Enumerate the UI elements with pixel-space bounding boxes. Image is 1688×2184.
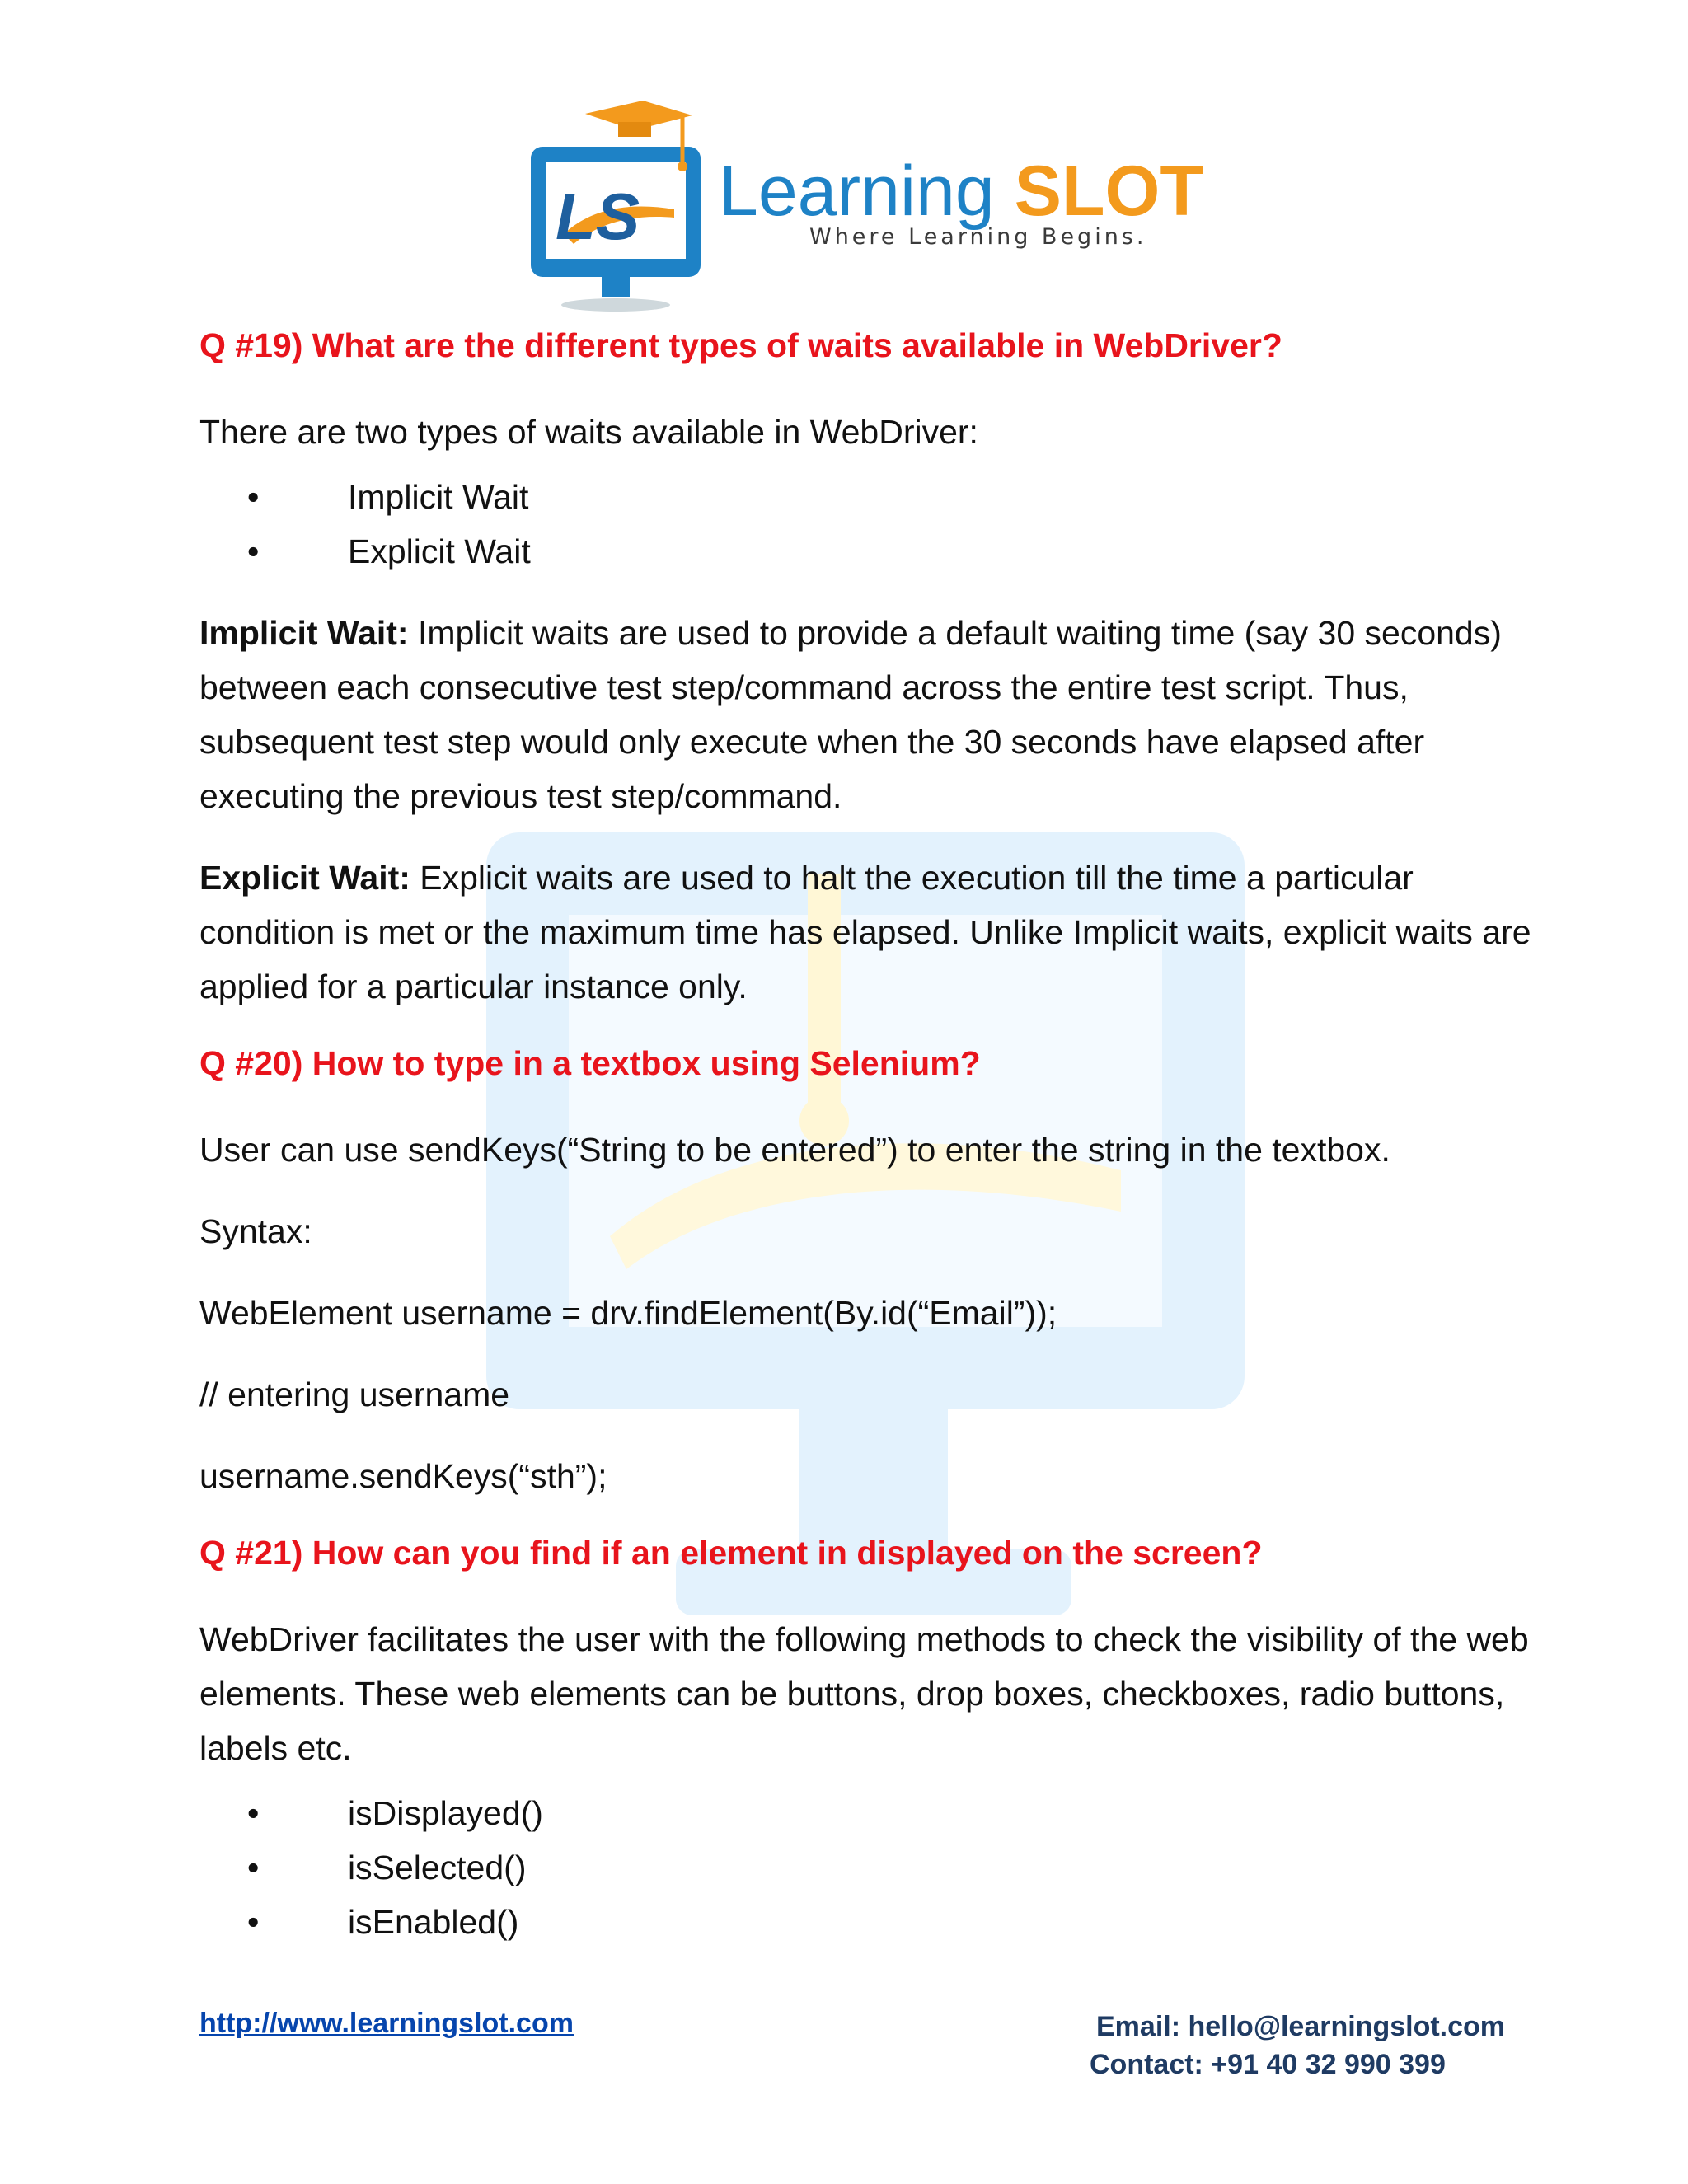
explicit-wait-paragraph [199,851,1535,1014]
visibility-methods-list [199,1786,1535,1949]
bullet: • [247,1903,260,1941]
q21-heading: Q #21) How can you find if an element in displayed on the screen? [199,1534,1263,1572]
list-item-text: isSelected() [348,1849,527,1886]
footer-email[interactable]: Email: hello@learningslot.com [1096,2011,1506,2042]
code-line: WebElement username = drv.findElement(By.id(“Email”)); [199,1294,1057,1332]
code-line: username.sendKeys(“sth”); [199,1457,607,1495]
main-content [199,323,1535,1976]
brand-slot: SLOT [1014,152,1203,231]
explicit-wait-text: Explicit waits are used to halt the execution till the time a particular condition is met or the maximum time has elapsed. Unlike Implicit waits, explicit waits are applied for a particular instance only. [199,859,1531,1005]
list-item [199,470,1535,524]
list-item [199,524,1535,579]
code-comment: // entering username [199,1376,510,1413]
list-item-text: isEnabled() [348,1903,519,1941]
brand-learning: Learning [719,152,995,231]
monitor-graduation-cap-icon [528,99,709,313]
brand-name [719,150,1203,232]
syntax-label: Syntax: [199,1212,312,1250]
q19-heading: Q #19) What are the different types of waits available in WebDriver? [199,326,1282,364]
website-link[interactable]: http://www.learningslot.com [199,2008,574,2039]
q20-intro: User can use sendKeys(“String to be entered”) to enter the string in the textbox. [199,1131,1390,1169]
logo-mark: LS [556,180,640,253]
bullet: • [247,532,260,570]
implicit-wait-paragraph [199,606,1535,823]
q21-intro: WebDriver facilitates the user with the following methods to check the visibility of the web elements. These web elements can be buttons, drop boxes, checkboxes, radio buttons, labels etc. [199,1620,1529,1767]
waits-list [199,470,1535,579]
implicit-wait-text: Implicit waits are used to provide a default waiting time (say 30 seconds) between each consecutive test step/command across the entire test script. Thus, subsequent test step would only execute when the 30 seconds have elapsed after executing the previous test step/command. [199,614,1502,815]
implicit-wait-label: Implicit Wait: [199,614,409,652]
list-item [199,1895,1535,1949]
explicit-wait-label: Explicit Wait: [199,859,410,897]
q19-intro: There are two types of waits available in WebDriver: [199,413,978,451]
learning-slot-logo [528,99,1203,313]
list-item [199,1786,1535,1840]
list-item-text: Explicit Wait [348,532,531,570]
list-item-text: isDisplayed() [348,1794,543,1832]
footer-contact-block [1090,2008,1506,2083]
tagline: Where Learning Begins. [809,224,1147,250]
list-item [199,1840,1535,1895]
bullet: • [247,478,260,516]
footer-contact: Contact: +91 40 32 990 399 [1090,2049,1446,2080]
bullet: • [247,1794,260,1832]
list-item-text: Implicit Wait [348,478,529,516]
q20-heading: Q #20) How to type in a textbox using Selenium? [199,1044,981,1082]
bullet: • [247,1849,260,1886]
